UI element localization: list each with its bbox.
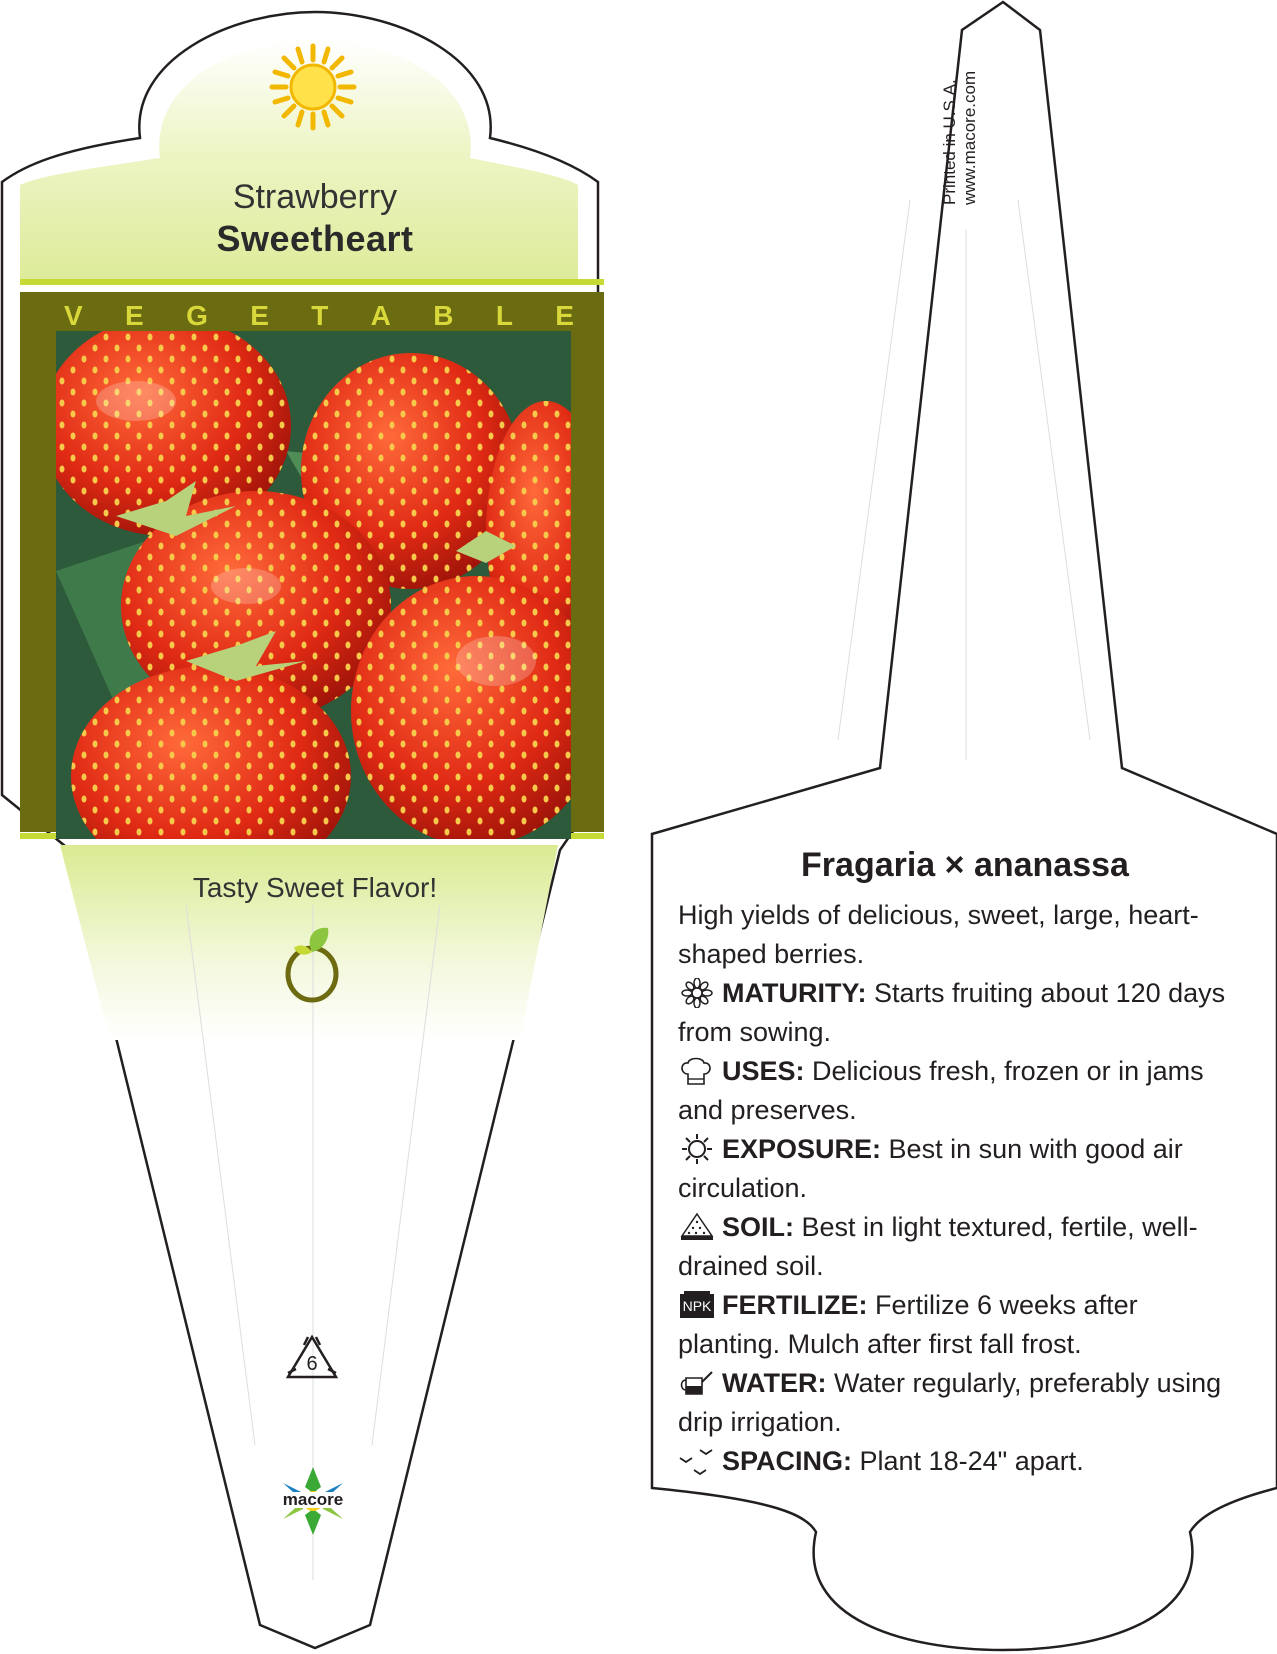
info-uses [678, 1052, 1238, 1130]
info-text: Starts fruiting about 120 days from sowing. [678, 978, 1226, 1047]
tagline: Tasty Sweet Flavor! [192, 872, 438, 903]
info-label: SPACING: [722, 1446, 853, 1476]
category-letter: E [125, 300, 144, 331]
info-text: Water regularly, preferably using drip irrigation. [678, 1368, 1222, 1437]
npk-label: NPK [682, 1298, 712, 1314]
category-label [64, 300, 574, 332]
growing-info [678, 896, 1238, 1481]
soil-icon [678, 1212, 716, 1242]
info-spacing [678, 1442, 1238, 1481]
variety-name-line1: Strawberry [232, 178, 398, 216]
chef-hat-icon [678, 1056, 716, 1086]
variety-name-line2: Sweetheart [216, 218, 414, 259]
info-text: Fertilize 6 weeks after planting. Mulch after first fall frost. [678, 1290, 1138, 1359]
info-text: Delicious fresh, frozen or in jams and preserves. [678, 1056, 1204, 1125]
category-letter: V [64, 300, 83, 331]
info-label: WATER: [722, 1368, 827, 1398]
info-exposure [678, 1130, 1238, 1208]
info-soil [678, 1208, 1238, 1286]
category-letter: B [433, 300, 454, 331]
printed-country: Printed in U.S.A. [940, 79, 959, 205]
watering-can-icon [678, 1368, 716, 1398]
category-letter: G [186, 300, 208, 331]
latin-name: Fragaria × ananassa [801, 846, 1129, 884]
brand-name: macore [282, 1490, 344, 1509]
sun-icon [678, 1134, 716, 1164]
recycle-code: 6 [306, 1353, 318, 1375]
npk-icon [678, 1290, 716, 1320]
category-letter: T [311, 300, 329, 331]
printed-info [940, 55, 980, 225]
info-text: Best in light textured, fertile, well-drained soil. [678, 1212, 1198, 1281]
category-letter: L [495, 300, 513, 331]
info-label: FERTILIZE: [722, 1290, 868, 1320]
info-maturity [678, 974, 1238, 1052]
brand-logo [270, 1466, 356, 1536]
spacing-icon [678, 1446, 716, 1476]
info-fertilize [678, 1286, 1238, 1364]
info-text: Best in sun with good air circulation. [678, 1134, 1183, 1203]
printed-url: www.macore.com [960, 70, 979, 205]
info-label: MATURITY: [722, 978, 867, 1008]
info-label: USES: [722, 1056, 805, 1086]
info-label: EXPOSURE: [722, 1134, 882, 1164]
strawberry-photo [56, 331, 571, 839]
sprout-icon [284, 924, 340, 1004]
sun-icon [268, 42, 358, 132]
recycle-icon [284, 1333, 340, 1383]
info-label: SOIL: [722, 1212, 794, 1242]
info-water [678, 1364, 1238, 1442]
category-letter: A [370, 300, 391, 331]
info-text: Plant 18-24" apart. [852, 1446, 1084, 1476]
description: High yields of delicious, sweet, large, heart-shaped berries. [678, 900, 1199, 969]
category-letter: E [555, 300, 574, 331]
category-letter: E [250, 300, 269, 331]
flower-icon [678, 978, 716, 1008]
